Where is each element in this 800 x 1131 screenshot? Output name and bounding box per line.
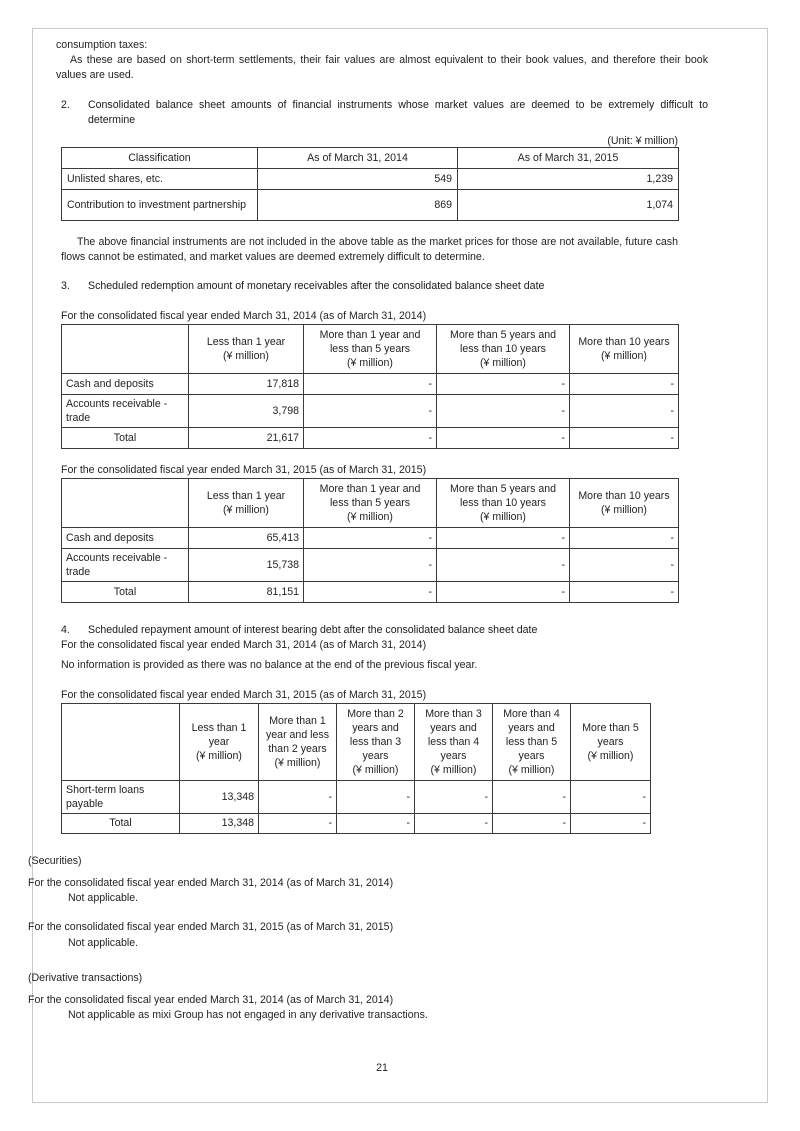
header-line: years	[440, 749, 467, 762]
row-c4: -	[437, 528, 570, 549]
header-line: More than 4	[503, 707, 560, 720]
row-c7: -	[571, 813, 651, 833]
header-line: (¥ million)	[508, 763, 555, 776]
header-line: (¥ million)	[480, 511, 526, 524]
list-item-2-number: 2.	[61, 98, 70, 111]
header-line: year and less	[265, 728, 329, 741]
row-c4: -	[337, 813, 415, 833]
caption-2014-repayment: For the consolidated fiscal year ended March 31, 2014 (as of March 31, 2014)	[61, 639, 427, 652]
header-line: Less than 1 year	[206, 335, 286, 348]
row-c3: -	[304, 582, 437, 603]
header-line: (¥ million)	[480, 356, 526, 369]
header-line: More than 10 years	[578, 490, 670, 503]
row-c3: -	[304, 528, 437, 549]
header-blank	[62, 324, 189, 373]
page-number: 21	[376, 1062, 388, 1074]
list-item-3	[61, 279, 708, 294]
header-line: less than 5 years	[329, 342, 411, 355]
header-line: less than 5	[505, 735, 558, 748]
row-c7: -	[571, 780, 651, 813]
row-c5: -	[570, 582, 679, 603]
header-line: (¥ million)	[601, 349, 647, 362]
row-c6: -	[493, 780, 571, 813]
header-1-to-5-years	[304, 479, 437, 528]
header-line: years	[362, 749, 389, 762]
row-value-2015: 1,074	[458, 190, 679, 221]
header-1-to-2-years	[259, 703, 337, 780]
row-label: Total	[62, 427, 189, 448]
row-c4: -	[437, 394, 570, 427]
row-label: Accounts receivable - trade	[62, 394, 189, 427]
header-more-than-5-years	[571, 703, 651, 780]
header-line: (¥ million)	[587, 749, 634, 762]
header-line: years and	[430, 721, 477, 734]
list-item-4-number: 4.	[61, 624, 70, 637]
header-line: (¥ million)	[196, 749, 242, 762]
header-line: More than 5 years and	[450, 483, 556, 496]
header-line: (¥ million)	[347, 511, 393, 524]
list-item-2-text: Consolidated balance sheet amounts of financial instruments whose market values are deemed to be extremely difficult to determine	[88, 98, 708, 126]
header-5-to-10-years	[437, 479, 570, 528]
row-c4: -	[437, 582, 570, 603]
note-2014-repayment: No information is provided as there was no balance at the end of the previous fiscal year.	[61, 659, 478, 672]
row-c2: 17,818	[189, 373, 304, 394]
table-header-row	[62, 703, 651, 780]
intro-line-1: consumption taxes:	[56, 39, 148, 51]
header-line: years and	[352, 721, 399, 734]
row-label: Accounts receivable - trade	[62, 549, 189, 582]
derivatives-caption-2014: For the consolidated fiscal year ended March 31, 2014 (as of March 31, 2014)	[28, 994, 394, 1007]
list-item-2	[61, 98, 708, 128]
header-line: More than 10 years	[578, 335, 670, 348]
header-line: year	[208, 735, 230, 748]
header-line: More than 1 year and	[319, 483, 421, 496]
row-label: Contribution to investment partnership	[62, 190, 258, 221]
item-2-footnote: The above financial instruments are not included in the above table as the market prices for those are not available, future cash flows cannot be estimated, and market values are deemed extremely difficult to determine.	[61, 236, 678, 264]
row-c4: -	[437, 549, 570, 582]
row-c5: -	[570, 427, 679, 448]
table-redemption-2015	[61, 478, 679, 603]
row-c2: 13,348	[180, 813, 259, 833]
table-row	[62, 780, 651, 813]
header-line: (¥ million)	[601, 504, 647, 517]
row-c3: -	[304, 373, 437, 394]
header-line: More than 1 year and	[319, 328, 421, 341]
row-c5: -	[415, 780, 493, 813]
table-row-total	[62, 813, 651, 833]
derivatives-note-2014: Not applicable as mixi Group has not engaged in any derivative transactions.	[68, 1009, 428, 1022]
caption-2014-redemption: For the consolidated fiscal year ended March 31, 2014 (as of March 31, 2014)	[61, 309, 427, 322]
list-item-4	[61, 623, 708, 638]
header-line: More than 2	[347, 707, 404, 720]
header-line: than 2 years	[268, 742, 327, 755]
unit-note: (Unit: ¥ million)	[607, 135, 678, 148]
header-line: (¥ million)	[430, 763, 477, 776]
header-less-than-1-year	[180, 703, 259, 780]
row-label: Total	[62, 582, 189, 603]
header-2-to-3-years	[337, 703, 415, 780]
table-header-row	[62, 479, 679, 528]
header-classification: Classification	[62, 148, 258, 169]
header-line: years	[597, 735, 624, 748]
row-c5: -	[415, 813, 493, 833]
header-1-to-5-years	[304, 324, 437, 373]
row-label: Short-term loans payable	[62, 780, 180, 813]
table-header-row	[62, 148, 679, 169]
securities-note-2015: Not applicable.	[68, 936, 139, 949]
intro-line-2: As these are based on short-term settlements, their fair values are almost equivalent to their book values, and therefore their book values are used.	[56, 54, 708, 82]
row-label: Total	[62, 813, 180, 833]
row-c3: -	[259, 780, 337, 813]
table-financial-instruments	[61, 147, 679, 221]
header-line: less than 10 years	[460, 342, 546, 355]
header-as-of-2015: As of March 31, 2015	[458, 148, 679, 169]
table-row	[62, 169, 679, 190]
header-less-than-1-year	[189, 479, 304, 528]
table-row	[62, 528, 679, 549]
row-label: Cash and deposits	[62, 373, 189, 394]
header-line: More than 5 years and	[450, 328, 556, 341]
table-header-row	[62, 324, 679, 373]
header-line: (¥ million)	[274, 756, 321, 769]
row-c5: -	[570, 528, 679, 549]
header-line: (¥ million)	[223, 504, 269, 517]
list-item-4-text: Scheduled repayment amount of interest bearing debt after the consolidated balance sheet date	[88, 624, 538, 637]
header-5-to-10-years	[437, 324, 570, 373]
header-line: less than 3	[349, 735, 402, 748]
header-line: More than 5	[582, 721, 639, 734]
table-row	[62, 394, 679, 427]
caption-2015-repayment: For the consolidated fiscal year ended March 31, 2015 (as of March 31, 2015)	[61, 688, 427, 701]
caption-2015-redemption: For the consolidated fiscal year ended March 31, 2015 (as of March 31, 2015)	[61, 463, 427, 476]
header-blank	[62, 703, 180, 780]
row-c3: -	[304, 549, 437, 582]
securities-heading: (Securities)	[28, 854, 82, 867]
list-item-3-number: 3.	[61, 280, 70, 293]
header-line: Less than 1 year	[206, 490, 286, 503]
row-c5: -	[570, 549, 679, 582]
table-row-total	[62, 427, 679, 448]
header-line: years	[518, 749, 545, 762]
securities-caption-2014: For the consolidated fiscal year ended March 31, 2014 (as of March 31, 2014)	[28, 877, 394, 890]
header-line: (¥ million)	[223, 349, 269, 362]
header-line: More than 3	[425, 707, 482, 720]
row-label: Unlisted shares, etc.	[62, 169, 258, 190]
table-row	[62, 373, 679, 394]
row-value-2014: 869	[258, 190, 458, 221]
row-c2: 65,413	[189, 528, 304, 549]
row-c3: -	[304, 427, 437, 448]
row-c2: 81,151	[189, 582, 304, 603]
header-less-than-1-year	[189, 324, 304, 373]
row-c4: -	[437, 373, 570, 394]
row-c5: -	[570, 373, 679, 394]
table-row-total	[62, 582, 679, 603]
securities-caption-2015: For the consolidated fiscal year ended March 31, 2015 (as of March 31, 2015)	[28, 921, 394, 934]
row-c6: -	[493, 813, 571, 833]
header-line: years and	[508, 721, 555, 734]
header-as-of-2014: As of March 31, 2014	[258, 148, 458, 169]
header-more-than-10-years	[570, 479, 679, 528]
row-c5: -	[570, 394, 679, 427]
header-line: less than 10 years	[460, 497, 546, 510]
header-more-than-10-years	[570, 324, 679, 373]
securities-note-2014: Not applicable.	[68, 892, 139, 905]
row-c3: -	[259, 813, 337, 833]
row-c4: -	[337, 780, 415, 813]
table-redemption-2014	[61, 324, 679, 449]
list-item-3-text: Scheduled redemption amount of monetary receivables after the consolidated balance sheet date	[88, 280, 545, 293]
header-blank	[62, 479, 189, 528]
header-line: More than 1	[269, 714, 326, 727]
row-value-2014: 549	[258, 169, 458, 190]
header-line: less than 5 years	[329, 497, 411, 510]
header-line: less than 4	[427, 735, 480, 748]
row-c4: -	[437, 427, 570, 448]
header-line: Less than 1	[191, 721, 247, 734]
row-c2: 21,617	[189, 427, 304, 448]
header-4-to-5-years	[493, 703, 571, 780]
header-line: (¥ million)	[352, 763, 399, 776]
table-repayment-2015	[61, 703, 651, 834]
table-row	[62, 190, 679, 221]
row-c3: -	[304, 394, 437, 427]
row-label: Cash and deposits	[62, 528, 189, 549]
row-value-2015: 1,239	[458, 169, 679, 190]
row-c2: 15,738	[189, 549, 304, 582]
page-content	[28, 38, 708, 1074]
row-c2: 3,798	[189, 394, 304, 427]
table-row	[62, 549, 679, 582]
derivatives-heading: (Derivative transactions)	[28, 971, 143, 984]
header-3-to-4-years	[415, 703, 493, 780]
row-c2: 13,348	[180, 780, 259, 813]
header-line: (¥ million)	[347, 356, 393, 369]
